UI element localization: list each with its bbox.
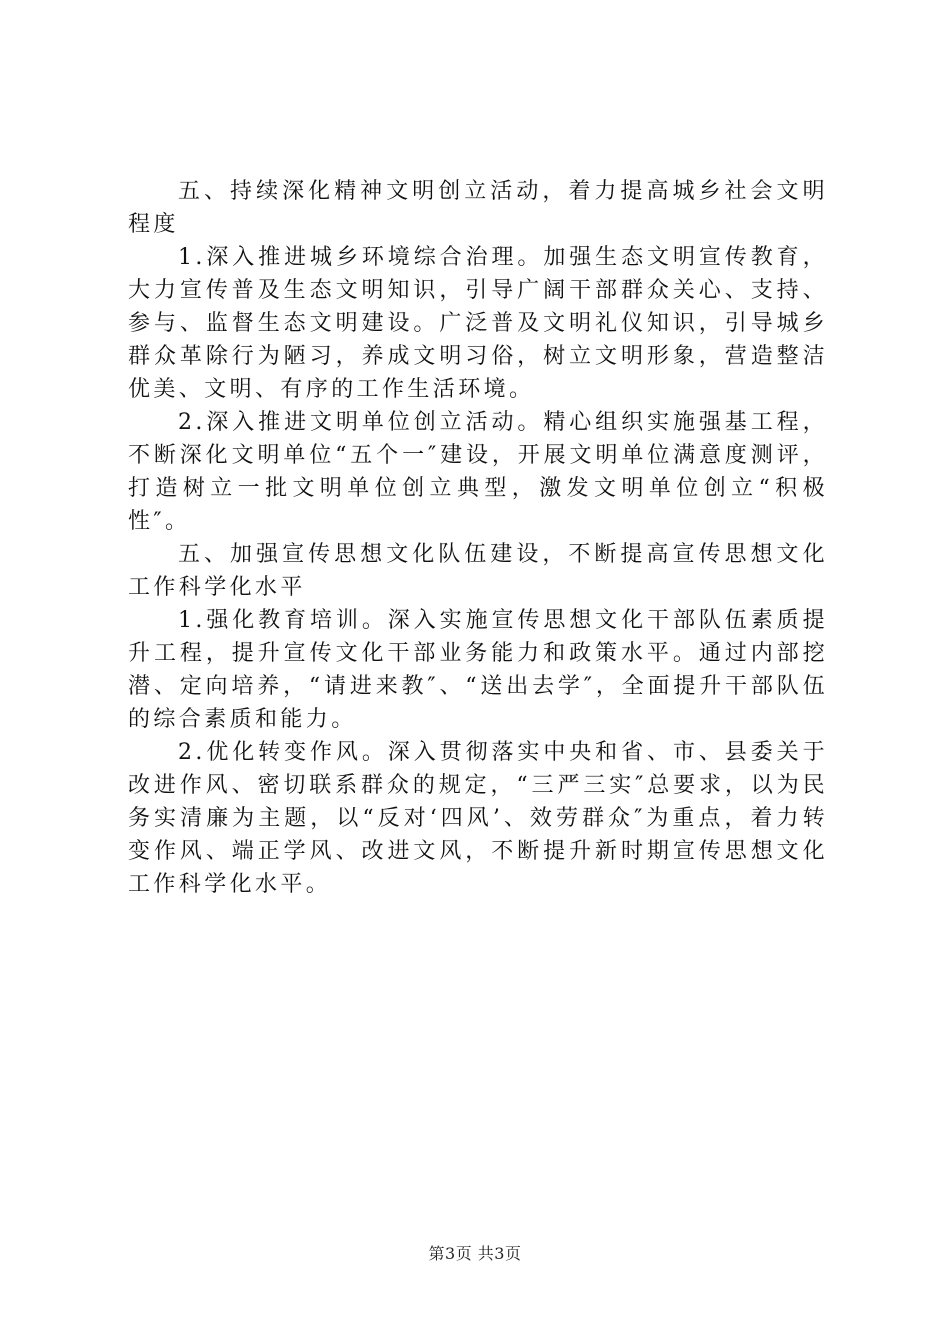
paragraph-environment-governance: 1.深入推进城乡环境综合治理。加强生态文明宣传教育，大力宣传普及生态文明知识，引导广阔干部群众关心、支持、参与、监督生态文明建设。广泛普及文明礼仪知识，引导城乡群众革除行为陋习，养成文明习俗，树立文明形象，营造整洁优美、文明、有序的工作生活环境。 [128, 245, 828, 402]
document-body [128, 175, 828, 901]
paragraph-work-style: 2.优化转变作风。深入贯彻落实中央和省、市、县委关于改进作风、密切联系群众的规定，“三严三实″总要求，以为民务实清廉为主题，以“反对‘四风’、效劳群众″为重点，着力转变作风、端正学风、改进文风，不断提升新时期宣传思想文化工作科学化水平。 [128, 740, 828, 897]
paragraph-education-training: 1.强化教育培训。深入实施宣传思想文化干部队伍素质提升工程，提升宣传文化干部业务能力和政策水平。通过内部挖潜、定向培养，“请进来教″、“送出去学″，全面提升干部队伍的综合素质和能力。 [128, 608, 828, 732]
page-number-footer: 第3页 共3页 [428, 1244, 522, 1263]
section-heading-5-team-building: 五、加强宣传思想文化队伍建设，不断提高宣传思想文化工作科学化水平 [128, 542, 828, 600]
paragraph-civilized-units: 2.深入推进文明单位创立活动。精心组织实施强基工程，不断深化文明单位“五个一″建设，开展文明单位满意度测评，打造树立一批文明单位创立典型，激发文明单位创立“积极性″。 [128, 410, 828, 534]
section-heading-5-civilization: 五、持续深化精神文明创立活动，着力提高城乡社会文明程度 [128, 179, 828, 237]
